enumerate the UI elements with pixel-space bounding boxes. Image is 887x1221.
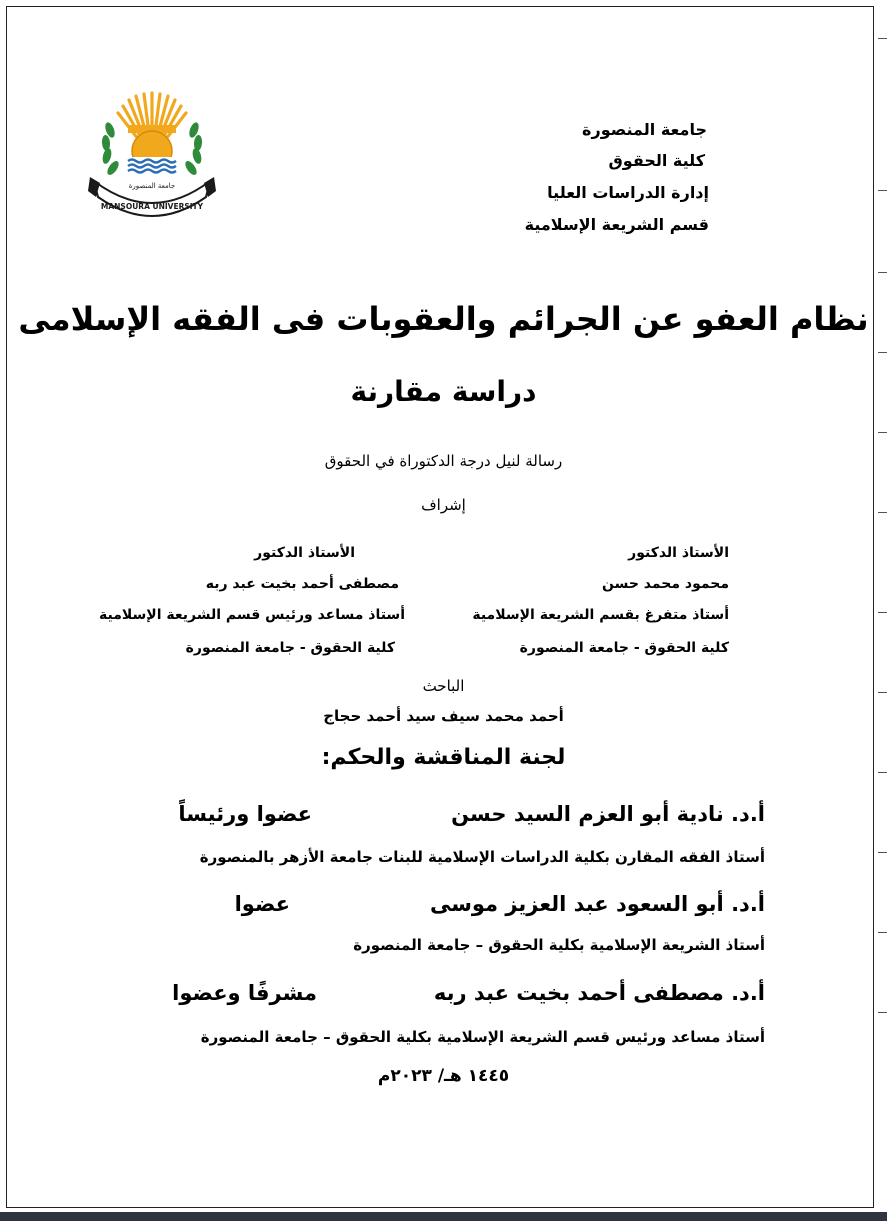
strip-mark <box>878 38 887 39</box>
supervisor-1-title: الأستاذ الدكتور <box>628 545 729 561</box>
supervisor-1-position: أستاذ متفرغ بقسم الشريعة الإسلامية <box>472 607 729 623</box>
thesis-date: ١٤٤٥ هـ/ ٢٠٢٣م <box>377 1066 510 1086</box>
scroll-strip <box>876 0 887 1214</box>
faculty-name: كلية الحقوق <box>608 151 705 170</box>
supervisor-2-name: مصطفى أحمد بخيت عبد ربه <box>205 576 399 592</box>
supervisor-1-name: محمود محمد حسن <box>601 576 729 592</box>
supervisor-2-title: الأستاذ الدكتور <box>254 545 355 561</box>
department-name: إدارة الدراسات العليا <box>547 183 709 202</box>
mansoura-university-seal-icon <box>88 85 216 225</box>
supervisor-2-affiliation: كلية الحقوق - جامعة المنصورة <box>185 640 395 656</box>
committee-member-3-role: مشرفًا وعضوا <box>172 981 317 1005</box>
degree-statement: رسالة لنيل درجة الدكتوراة في الحقوق <box>324 452 563 470</box>
strip-mark <box>878 612 887 613</box>
supervisor-1-affiliation: كلية الحقوق - جامعة المنصورة <box>519 640 729 656</box>
strip-mark <box>878 772 887 773</box>
researcher-name: أحمد محمد سيف سيد أحمد حجاج <box>323 707 564 725</box>
strip-mark <box>878 1012 887 1013</box>
strip-mark <box>878 190 887 191</box>
researcher-label: الباحث <box>422 677 465 695</box>
seal-arabic-text: جامعة المنصورة <box>128 182 176 190</box>
supervision-label: إشراف <box>421 496 466 514</box>
thesis-title: نظام العفو عن الجرائم والعقوبات فى الفقه الإسلامى <box>18 300 869 338</box>
strip-mark <box>878 932 887 933</box>
strip-mark <box>878 352 887 353</box>
section-name: قسم الشريعة الإسلامية <box>524 215 709 234</box>
committee-member-2-description: أستاذ الشريعة الإسلامية بكلية الحقوق – جامعة المنصورة <box>353 936 765 954</box>
committee-member-3-description: أستاذ مساعد ورئيس قسم الشريعة الإسلامية بكلية الحقوق – جامعة المنصورة <box>200 1028 765 1046</box>
university-name: جامعة المنصورة <box>582 120 707 139</box>
strip-mark <box>878 852 887 853</box>
seal-english-text: MANSOURA UNIVERSITY <box>100 202 204 211</box>
committee-member-3-name: أ.د. مصطفى أحمد بخيت عبد ربه <box>433 981 765 1005</box>
committee-member-1-description: أستاذ الفقه المقارن بكلية الدراسات الإسلامية للبنات جامعة الأزهر بالمنصورة <box>199 848 765 866</box>
committee-member-2-role: عضوا <box>234 892 290 916</box>
supervisor-2-position: أستاذ مساعد ورئيس قسم الشريعة الإسلامية <box>99 607 405 623</box>
taskbar-edge <box>0 1212 887 1221</box>
thesis-subtitle: دراسة مقارنة <box>350 375 537 408</box>
committee-member-2-name: أ.د. أبو السعود عبد العزيز موسى <box>429 892 765 916</box>
strip-mark <box>878 272 887 273</box>
committee-heading: لجنة المناقشة والحكم: <box>321 745 566 770</box>
committee-member-1-name: أ.د. نادية أبو العزم السيد حسن <box>451 802 765 826</box>
committee-member-1-role: عضوا ورئيساً <box>178 802 312 826</box>
strip-mark <box>878 432 887 433</box>
